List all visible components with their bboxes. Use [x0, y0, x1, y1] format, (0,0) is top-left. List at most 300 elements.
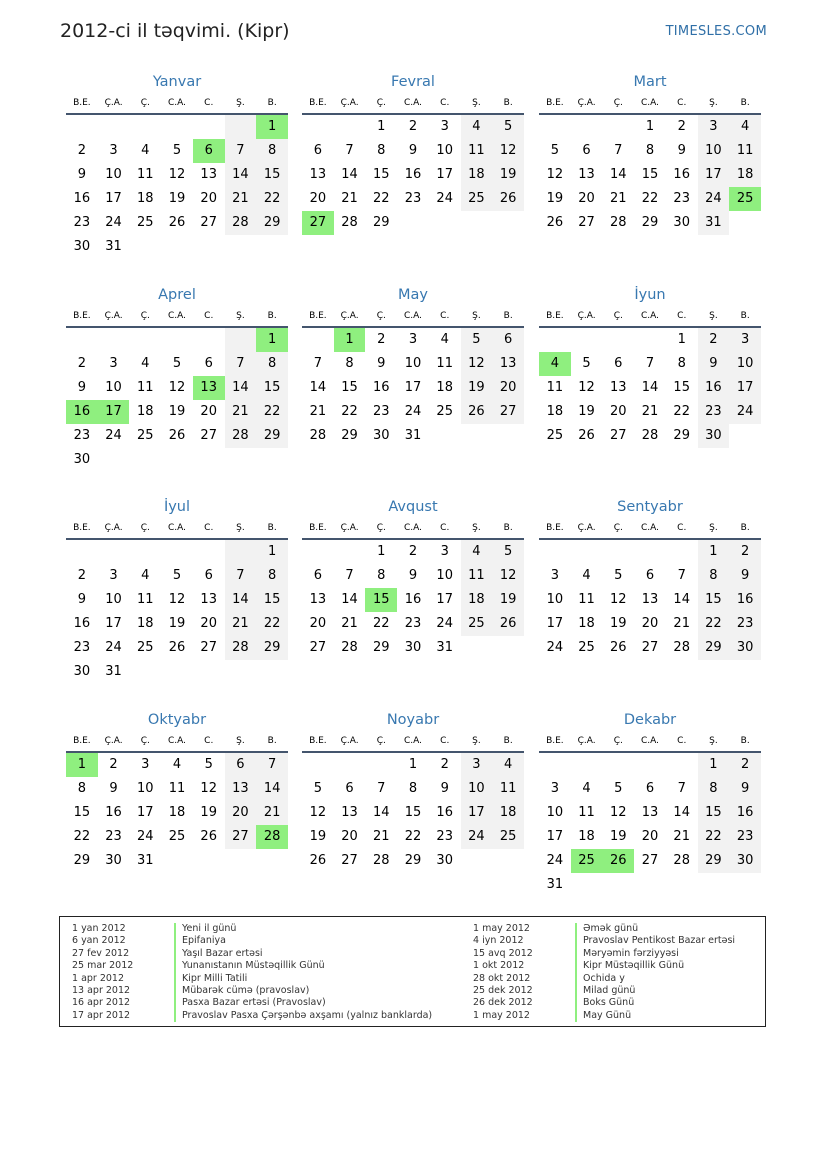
weekday-label: B.E. — [309, 523, 327, 533]
day-grid — [66, 115, 288, 259]
weekday-label: B.E. — [73, 98, 91, 108]
month-11 — [302, 709, 524, 873]
day-cell: 25 — [137, 640, 154, 655]
month-5 — [302, 284, 524, 448]
day-cell: 29 — [373, 640, 390, 655]
legend-holiday-name: Mübarək cümə (pravoslav) — [174, 985, 309, 997]
day-cell: 9 — [698, 352, 730, 376]
weekday-label: Ç.A. — [104, 311, 123, 321]
day-cell: 5 — [614, 568, 623, 583]
weekday-label: Ç.A. — [577, 736, 596, 746]
day-cell: 31 — [105, 239, 122, 254]
legend-date: 1 apr 2012 — [72, 972, 125, 984]
day-cell: 2 — [408, 119, 418, 134]
day-cell: 7 — [345, 568, 354, 583]
day-cell: 24 — [546, 640, 564, 655]
day-cell: 29 — [698, 636, 730, 660]
day-cell: 15 — [673, 380, 690, 395]
day-cell: 3 — [550, 568, 559, 583]
day-cell: 23 — [729, 612, 761, 636]
weekday-label: Ç. — [613, 311, 623, 321]
legend-date: 17 apr 2012 — [72, 1009, 131, 1021]
weekday-label: Ş. — [236, 523, 245, 533]
weekday-label: Ç.A. — [340, 311, 359, 321]
weekday-label: C. — [204, 98, 214, 108]
day-cell: 2 — [408, 544, 418, 559]
day-cell: 28 — [373, 853, 390, 868]
weekday-header — [66, 306, 288, 328]
day-cell: 1 — [698, 540, 730, 564]
holiday-day-cell: 6 — [193, 139, 225, 163]
empty-day-cell — [334, 540, 366, 564]
day-cell: 27 — [578, 215, 595, 230]
month-9 — [539, 496, 761, 660]
day-cell: 14 — [610, 167, 627, 182]
month-name: Noyabr — [386, 712, 440, 728]
page-title: 2012-ci il təqvimi. (Kipr) — [60, 20, 290, 42]
weekday-label: B.E. — [309, 311, 327, 321]
day-cell: 13 — [200, 167, 217, 182]
day-cell: 10 — [404, 356, 422, 371]
day-cell: 13 — [578, 167, 595, 182]
weekday-header — [302, 731, 524, 753]
day-cell: 15 — [256, 163, 288, 187]
legend-row — [60, 935, 432, 947]
day-cell: 11 — [461, 564, 493, 588]
month-2 — [302, 71, 524, 235]
month-7 — [66, 496, 288, 684]
day-cell: 28 — [309, 428, 327, 443]
weekday-label: Ç. — [140, 98, 150, 108]
day-cell: 24 — [105, 215, 122, 230]
day-cell: 25 — [461, 187, 493, 211]
weekday-label: Ç. — [376, 98, 386, 108]
day-cell: 30 — [73, 239, 91, 254]
day-cell: 30 — [73, 664, 91, 679]
day-cell: 10 — [461, 777, 493, 801]
day-cell: 22 — [698, 825, 730, 849]
weekday-label: Ç. — [140, 311, 150, 321]
day-cell: 2 — [698, 328, 730, 352]
day-cell: 2 — [440, 757, 449, 772]
day-cell: 7 — [614, 143, 623, 158]
legend-row — [461, 923, 735, 935]
day-grid — [66, 328, 288, 472]
day-cell: 7 — [677, 781, 686, 796]
day-cell: 4 — [141, 568, 150, 583]
day-cell: 30 — [729, 849, 761, 873]
day-cell: 12 — [546, 167, 564, 182]
day-cell: 10 — [546, 592, 564, 607]
weekday-label: C. — [204, 736, 214, 746]
legend-row — [461, 935, 735, 947]
weekday-label: B. — [503, 736, 513, 746]
legend-row — [461, 973, 735, 985]
legend-row — [60, 997, 432, 1009]
day-cell: 17 — [436, 167, 453, 182]
day-cell: 23 — [373, 404, 390, 419]
day-cell: 28 — [341, 215, 358, 230]
day-cell: 18 — [492, 801, 524, 825]
day-cell: 20 — [309, 616, 327, 631]
day-cell: 10 — [436, 568, 453, 583]
day-cell: 5 — [582, 356, 591, 371]
day-cell: 4 — [729, 115, 761, 139]
day-cell: 30 — [698, 424, 730, 448]
day-cell: 15 — [341, 380, 358, 395]
day-cell: 22 — [673, 404, 690, 419]
month-name: Yanvar — [152, 74, 202, 90]
empty-day-cell — [161, 540, 193, 564]
day-cell: 30 — [673, 215, 690, 230]
day-cell: 5 — [172, 568, 182, 583]
weekday-label: Ş. — [472, 523, 481, 533]
day-cell: 20 — [610, 404, 627, 419]
legend-row — [461, 1010, 735, 1022]
day-cell: 24 — [546, 853, 564, 868]
day-cell: 31 — [137, 853, 154, 868]
legend-date: 6 yan 2012 — [72, 935, 126, 947]
day-cell: 25 — [578, 640, 595, 655]
day-cell: 27 — [341, 853, 358, 868]
weekday-label: Ç.A. — [104, 523, 123, 533]
day-cell: 24 — [137, 829, 154, 844]
legend-row — [60, 960, 432, 972]
day-cell: 10 — [546, 805, 564, 820]
day-cell: 8 — [256, 139, 288, 163]
legend-date: 27 fev 2012 — [72, 947, 130, 959]
day-cell: 31 — [404, 428, 422, 443]
day-cell: 31 — [698, 211, 730, 235]
day-cell: 12 — [492, 564, 524, 588]
day-cell: 10 — [105, 380, 122, 395]
weekday-label: Ç. — [140, 736, 150, 746]
day-cell: 10 — [729, 352, 761, 376]
day-cell: 21 — [225, 612, 257, 636]
holiday-day-cell: 16 — [66, 400, 98, 424]
weekday-label: B. — [503, 311, 513, 321]
empty-day-cell — [66, 115, 98, 139]
day-cell: 29 — [256, 211, 288, 235]
day-cell: 25 — [492, 825, 524, 849]
empty-day-cell — [539, 115, 571, 139]
day-grid — [302, 540, 524, 660]
weekday-label: Ş. — [709, 736, 718, 746]
weekday-label: C. — [440, 98, 450, 108]
weekday-label: Ç.A. — [340, 736, 359, 746]
day-cell: 22 — [373, 616, 390, 631]
day-cell: 21 — [225, 400, 257, 424]
day-cell: 18 — [578, 616, 595, 631]
weekday-label: Ş. — [709, 98, 718, 108]
day-cell: 26 — [610, 640, 627, 655]
day-cell: 18 — [578, 829, 595, 844]
weekday-label: Ç.A. — [104, 98, 123, 108]
day-cell: 16 — [73, 616, 91, 631]
empty-day-cell — [66, 540, 98, 564]
month-10 — [66, 709, 288, 873]
weekday-label: Ş. — [236, 311, 245, 321]
day-grid — [539, 328, 761, 448]
day-cell: 1 — [698, 753, 730, 777]
day-cell: 26 — [168, 215, 186, 230]
day-cell: 22 — [341, 404, 358, 419]
empty-day-cell — [98, 115, 130, 139]
day-cell: 16 — [436, 805, 453, 820]
day-cell: 5 — [550, 143, 559, 158]
day-cell: 27 — [225, 825, 257, 849]
weekday-label: Ç.A. — [577, 523, 596, 533]
day-cell: 21 — [610, 191, 627, 206]
month-12 — [539, 709, 761, 897]
day-cell: 9 — [77, 167, 86, 182]
day-cell: 21 — [673, 829, 690, 844]
weekday-header — [539, 731, 761, 753]
day-cell: 13 — [492, 352, 524, 376]
day-cell: 1 — [677, 332, 686, 347]
day-cell: 10 — [436, 143, 453, 158]
legend-row — [461, 985, 735, 997]
empty-day-cell — [66, 328, 98, 352]
day-cell: 25 — [436, 404, 453, 419]
day-cell: 27 — [610, 428, 627, 443]
month-6 — [539, 284, 761, 448]
weekday-label: B.E. — [546, 311, 564, 321]
day-grid — [66, 753, 288, 873]
legend-date: 13 apr 2012 — [72, 984, 131, 996]
legend-row — [60, 923, 432, 935]
legend-holiday-name: Pravoslav Pentikost Bazar ertəsi — [575, 935, 735, 947]
day-cell: 6 — [645, 568, 655, 583]
day-cell: 7 — [645, 356, 655, 371]
day-cell: 14 — [673, 592, 690, 607]
day-cell: 9 — [677, 143, 686, 158]
legend-holiday-name: Boks Günü — [575, 997, 634, 1009]
month-name: Dekabr — [623, 712, 677, 728]
day-cell: 14 — [225, 376, 257, 400]
legend-row — [60, 985, 432, 997]
weekday-label: Ç. — [376, 523, 386, 533]
day-cell: 6 — [614, 356, 623, 371]
day-cell: 16 — [729, 801, 761, 825]
day-cell: 11 — [461, 139, 493, 163]
day-cell: 11 — [578, 592, 595, 607]
weekday-label: B. — [740, 523, 750, 533]
day-cell: 30 — [373, 428, 390, 443]
day-cell: 27 — [309, 640, 327, 655]
day-cell: 26 — [492, 612, 524, 636]
day-cell: 7 — [313, 356, 322, 371]
month-name: Fevral — [391, 74, 435, 90]
month-name: Avqust — [388, 499, 438, 515]
legend-date: 1 okt 2012 — [473, 960, 525, 972]
day-cell: 17 — [729, 376, 761, 400]
month-3 — [539, 71, 761, 235]
month-name: İyun — [634, 287, 666, 303]
day-grid — [539, 540, 761, 660]
day-cell: 17 — [105, 191, 122, 206]
day-cell: 11 — [578, 805, 595, 820]
day-cell: 20 — [200, 616, 217, 631]
day-cell: 27 — [492, 400, 524, 424]
legend-date: 1 yan 2012 — [72, 923, 126, 934]
day-cell: 12 — [168, 167, 186, 182]
day-cell: 23 — [673, 191, 690, 206]
weekday-header — [302, 306, 524, 328]
day-cell: 19 — [200, 805, 217, 820]
day-cell: 13 — [309, 167, 327, 182]
weekday-label: B.E. — [73, 311, 91, 321]
empty-day-cell — [571, 540, 603, 564]
day-cell: 18 — [436, 380, 453, 395]
day-cell: 23 — [729, 825, 761, 849]
weekday-label: C.A. — [404, 311, 423, 321]
day-cell: 22 — [373, 191, 390, 206]
weekday-label: Ç. — [613, 98, 623, 108]
day-cell: 14 — [225, 163, 257, 187]
holiday-day-cell: 15 — [365, 588, 397, 612]
empty-day-cell — [302, 753, 334, 777]
day-cell: 11 — [729, 139, 761, 163]
day-cell: 28 — [641, 428, 659, 443]
day-cell: 11 — [137, 380, 154, 395]
day-cell: 1 — [645, 119, 655, 134]
day-cell: 21 — [373, 829, 390, 844]
day-cell: 5 — [172, 356, 182, 371]
legend-date: 1 may 2012 — [473, 923, 530, 934]
day-cell: 10 — [137, 781, 154, 796]
day-cell: 13 — [200, 592, 217, 607]
day-cell: 11 — [436, 356, 453, 371]
day-cell: 8 — [698, 564, 730, 588]
month-name: Mart — [633, 74, 667, 90]
weekday-label: Ç.A. — [340, 98, 359, 108]
day-cell: 17 — [105, 616, 122, 631]
empty-day-cell — [98, 328, 130, 352]
day-cell: 5 — [492, 540, 524, 564]
day-cell: 28 — [610, 215, 627, 230]
legend-column-left — [60, 923, 432, 1022]
weekday-label: C.A. — [641, 523, 660, 533]
day-cell: 8 — [256, 564, 288, 588]
day-cell: 30 — [729, 636, 761, 660]
day-cell: 27 — [641, 853, 659, 868]
day-cell: 8 — [345, 356, 354, 371]
day-cell: 28 — [225, 211, 257, 235]
holiday-legend — [59, 916, 766, 1027]
day-cell: 31 — [105, 664, 122, 679]
day-cell: 26 — [578, 428, 595, 443]
day-cell: 21 — [341, 191, 358, 206]
day-cell: 8 — [645, 143, 655, 158]
weekday-label: B. — [267, 98, 277, 108]
holiday-day-cell: 17 — [98, 400, 130, 424]
day-cell: 20 — [309, 191, 327, 206]
day-cell: 15 — [698, 588, 730, 612]
empty-day-cell — [334, 115, 366, 139]
day-cell: 28 — [673, 640, 690, 655]
weekday-label: Ç.A. — [577, 311, 596, 321]
day-cell: 7 — [377, 781, 386, 796]
day-cell: 10 — [105, 592, 122, 607]
weekday-label: Ç.A. — [104, 736, 123, 746]
day-cell: 11 — [492, 777, 524, 801]
day-cell: 19 — [578, 404, 595, 419]
day-cell: 4 — [141, 356, 150, 371]
day-cell: 24 — [698, 187, 730, 211]
day-cell: 23 — [404, 616, 422, 631]
day-cell: 25 — [461, 612, 493, 636]
day-cell: 9 — [377, 356, 386, 371]
day-cell: 18 — [461, 588, 493, 612]
day-cell: 8 — [408, 781, 418, 796]
day-cell: 29 — [341, 428, 358, 443]
day-cell: 6 — [313, 143, 322, 158]
month-8 — [302, 496, 524, 660]
day-cell: 26 — [168, 640, 186, 655]
weekday-label: B.E. — [309, 98, 327, 108]
empty-day-cell — [571, 753, 603, 777]
day-cell: 26 — [492, 187, 524, 211]
day-cell: 24 — [404, 404, 422, 419]
day-cell: 29 — [404, 853, 422, 868]
empty-day-cell — [539, 753, 571, 777]
day-cell: 4 — [141, 143, 150, 158]
day-cell: 2 — [109, 757, 118, 772]
day-cell: 14 — [256, 777, 288, 801]
empty-day-cell — [334, 753, 366, 777]
day-cell: 10 — [698, 139, 730, 163]
day-cell: 2 — [77, 568, 86, 583]
weekday-label: C. — [440, 523, 450, 533]
day-cell: 21 — [309, 404, 327, 419]
legend-row — [461, 948, 735, 960]
empty-day-cell — [225, 328, 257, 352]
day-cell: 9 — [77, 592, 86, 607]
day-cell: 19 — [461, 376, 493, 400]
legend-row — [461, 997, 735, 1009]
day-cell: 4 — [492, 753, 524, 777]
weekday-label: C. — [440, 736, 450, 746]
day-cell: 6 — [492, 328, 524, 352]
legend-holiday-name: Pasxa Bazar ertəsi (Pravoslav) — [174, 997, 326, 1009]
site-link[interactable]: TIMESLES.COM — [665, 24, 767, 39]
empty-day-cell — [666, 753, 698, 777]
day-cell: 28 — [225, 636, 257, 660]
legend-date: 15 avq 2012 — [473, 947, 533, 959]
day-cell: 15 — [73, 805, 91, 820]
day-cell: 20 — [200, 191, 217, 206]
day-cell: 3 — [440, 119, 449, 134]
day-cell: 5 — [492, 115, 524, 139]
day-cell: 19 — [168, 616, 186, 631]
legend-row — [60, 973, 432, 985]
day-cell: 23 — [698, 400, 730, 424]
empty-day-cell — [634, 540, 666, 564]
day-cell: 18 — [168, 805, 186, 820]
weekday-label: B.E. — [546, 736, 564, 746]
month-1 — [66, 71, 288, 259]
day-cell: 16 — [404, 167, 422, 182]
weekday-label: Ç.A. — [577, 98, 596, 108]
day-cell: 17 — [546, 829, 564, 844]
day-cell: 8 — [377, 568, 386, 583]
day-grid — [302, 753, 524, 873]
day-cell: 14 — [309, 380, 327, 395]
weekday-label: Ş. — [236, 736, 245, 746]
day-cell: 21 — [225, 187, 257, 211]
empty-day-cell — [161, 328, 193, 352]
